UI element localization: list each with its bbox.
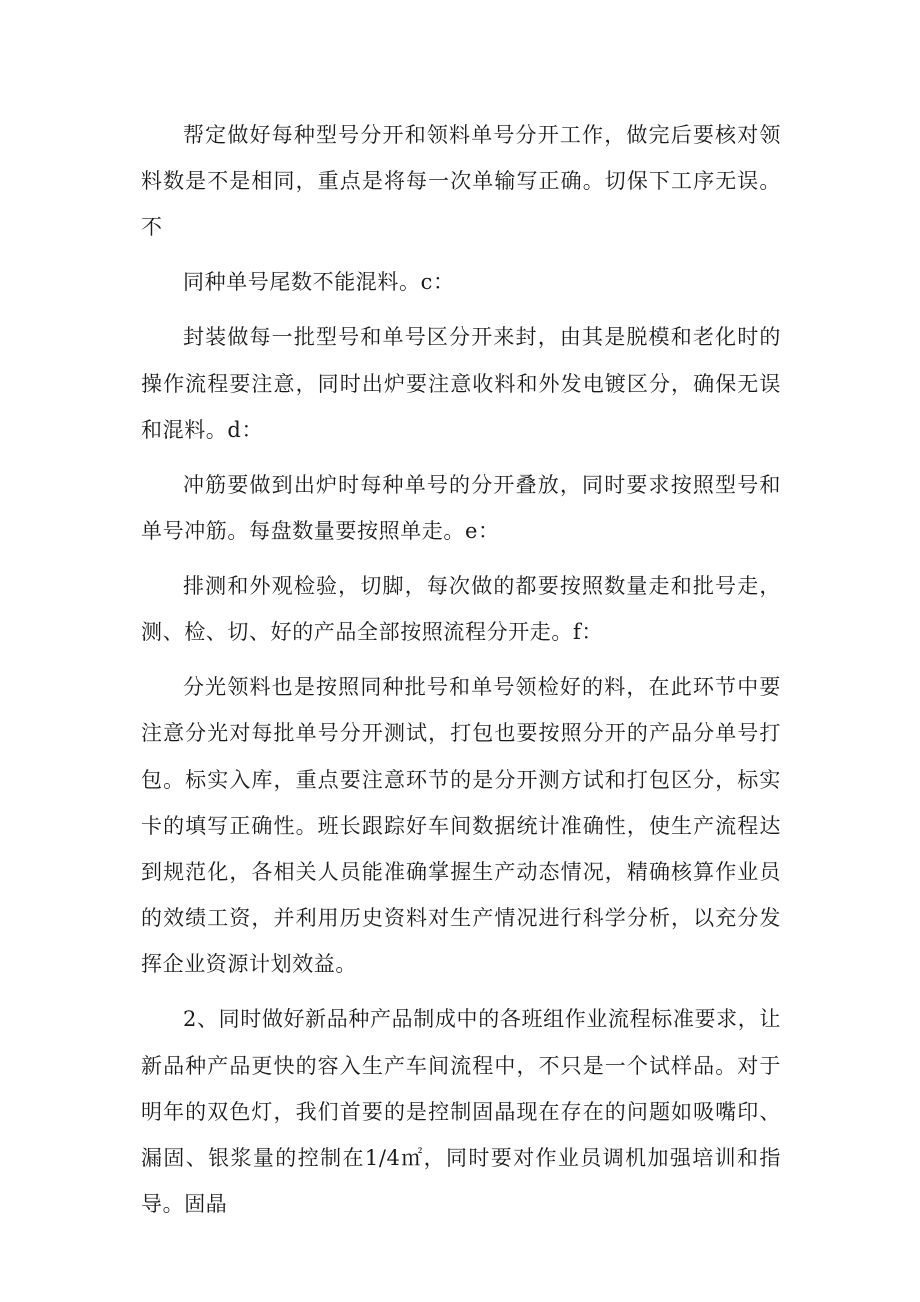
paragraph-4: 冲筋要做到出炉时每种单号的分开叠放，同时要求按照型号和单号冲筋。每盘数量要按照单走。e： [141,472,781,544]
paragraph-6: 分光领料也是按照同种批号和单号领检好的料，在此环节中要注意分光对每批单号分开测试，打包也要按照分开的产品分单号打包。标实入库，重点要注意环节的是分开测方试和打包区分，标实卡的填写正确性。班长跟踪好车间数据统计准确性，使生产流程达到规范化，各相关人员能准确掌握生产动态情况，精确核算作业员的效绩工资，并利用历史资料对生产情况进行科学分析，以充分发挥企业资源计划效益。 [141,675,781,977]
paragraph-3: 封装做每一批型号和单号区分开来封，由其是脱模和老化时的操作流程要注意，同时出炉要注意收料和外发电镀区分，确保无误和混料。d： [141,325,781,442]
paragraph-5: 排测和外观检验，切脚，每次做的都要按照数量走和批号走，测、检、切、好的产品全部按照流程分开走。f： [141,574,781,645]
paragraph-2: 同种单号尾数不能混料。c： [183,270,455,295]
document-body [141,112,781,1236]
paragraph-7: 2、同时做好新品种产品制成中的各班组作业流程标准要求，让新品种产品更快的容入生产车间流程中，不只是一个试样品。对于明年的双色灯，我们首要的是控制固晶现在存在的问题如吸嘴印、漏固、银浆量的控制在1/4㎡，同时要对作业员调机加强培训和指导。固晶 [141,1007,781,1217]
paragraph-1: 帮定做好每种型号分开和领料单号分开工作，做完后要核对领料数是不是相同，重点是将每一次单输写正确。切保下工序无误。不 [141,123,781,240]
